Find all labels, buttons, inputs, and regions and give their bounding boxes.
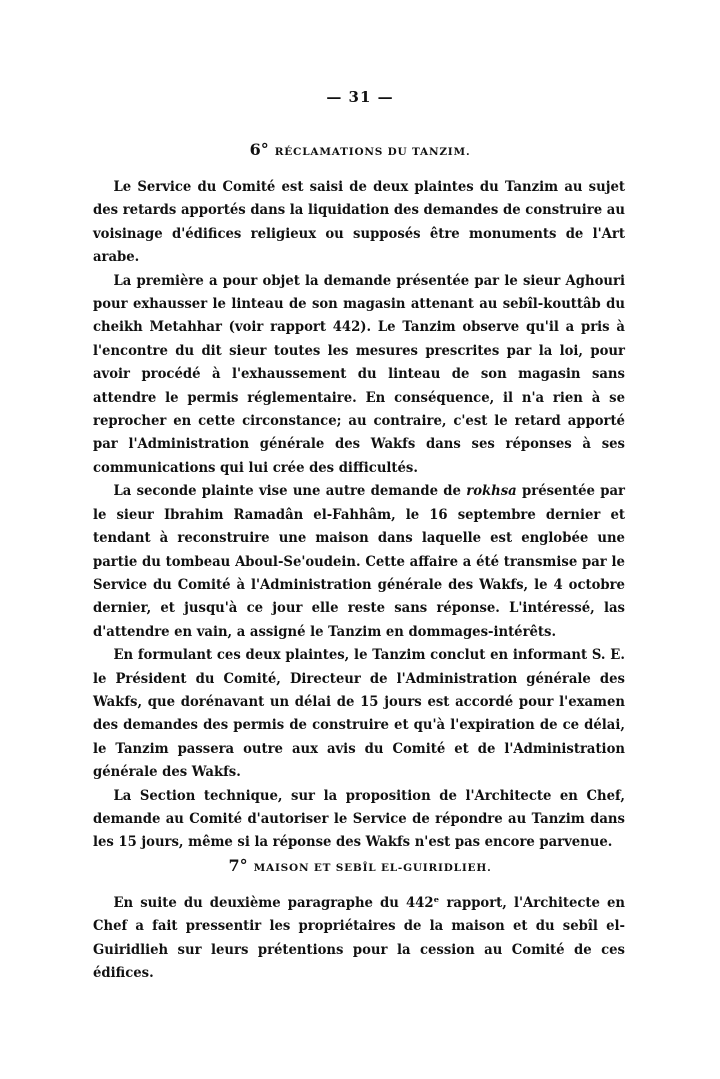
section-6-body [93, 176, 625, 855]
section-title: MAISON ET SEBÎL EL-GUIRIDLIEH. [253, 862, 492, 874]
paragraph: En suite du deuxième paragraphe du 442ᵉ rapport, l'Architecte en Chef a fait pressentir les propriétaires de la maison et du sebîl el-Guiridlieh sur leurs prétentions pour la cession au Comité de ces édifices. [93, 895, 625, 982]
italic-term: rokhsa [466, 483, 517, 500]
paragraph-text: présentée par le sieur Ibrahim Ramadân el-Fahhâm, le 16 septembre dernier et tendant à reconstruire une maison dans laquelle est englobée une partie du tombeau Aboul-Se'oudein. Cette affaire a été transmise par le Service du Comité à l'Administration générale des Wakfs, le 4 octobre dernier, et jusqu'à ce jour elle reste sans réponse. L'intéressé, las d'attendre en vain, a assigné le Tanzim en dommages-intérêts. [93, 483, 625, 640]
section-number: 7° [228, 856, 248, 875]
paragraph: La Section technique, sur la proposition de l'Architecte en Chef, demande au Comité d'autoriser le Service de répondre au Tanzim dans les 15 jours, même si la réponse des Wakfs n'est pas encore parvenue. [93, 787, 625, 851]
paragraph-text: La seconde plainte vise une autre demande de [113, 483, 467, 500]
page-number: — 31 — [326, 88, 394, 106]
paragraph: Le Service du Comité est saisi de deux plaintes du Tanzim au sujet des retards apportés dans la liquidation des demandes de construire au voisinage d'édifices religieux ou supposés être monuments de l'Art arabe. [93, 179, 625, 266]
section-title: RÉCLAMATIONS DU TANZIM. [274, 146, 471, 158]
section-heading-7 [0, 856, 720, 875]
paragraph: La première a pour objet la demande présentée par le sieur Aghouri pour exhausser le linteau de son magasin attenant au sebîl-kouttâb du cheikh Metahhar (voir rapport 442). Le Tanzim observe qu'il a pris à l'encontre du dit sieur toutes les mesures prescrites par la loi, pour avoir procédé à l'exhaussement du linteau de son magasin sans attendre le permis réglementaire. En conséquence, il n'a rien à se reprocher en cette circonstance; au contraire, c'est le retard apporté par l'Administration générale des Wakfs dans ses réponses à ses communications qui lui crée des difficultés. [93, 272, 625, 476]
paragraph: En formulant ces deux plaintes, le Tanzim conclut en informant S. E. le Président du Comité, Directeur de l'Administration générale des Wakfs, que dorénavant un délai de 15 jours est accordé pour l'examen des demandes des permis de construire et qu'à l'expiration de ce délai, le Tanzim passera outre aux avis du Comité et de l'Administration générale des Wakfs. [93, 647, 625, 781]
section-heading-6 [0, 140, 720, 159]
section-7-body [93, 892, 625, 986]
paragraph [93, 480, 625, 644]
section-number: 6° [249, 140, 269, 159]
